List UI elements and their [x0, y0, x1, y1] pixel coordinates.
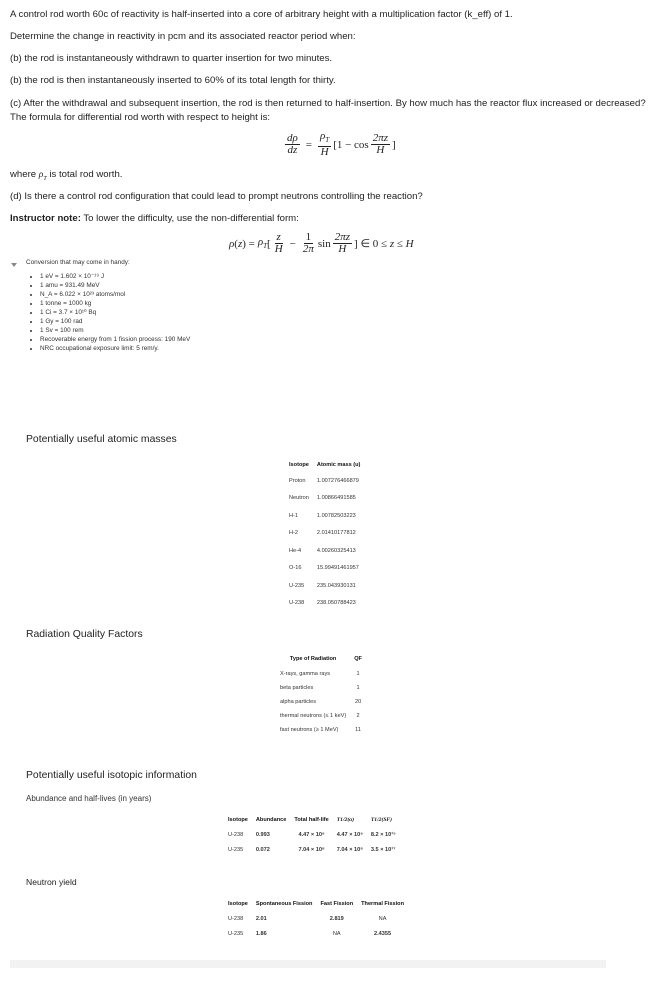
table-cell: 1.00782503223	[316, 512, 356, 519]
table-header-row	[285, 457, 364, 472]
table-cell: beta particles	[280, 685, 314, 691]
table-cell: U-238	[228, 831, 244, 838]
table-cell: 11	[355, 727, 361, 733]
table-cell: 15.99491461957	[316, 565, 359, 572]
table-cell: O-16	[289, 565, 302, 572]
table-row	[285, 542, 364, 560]
list-item: • 1 Sv = 100 rem	[40, 326, 190, 335]
table-cell: H-1	[289, 512, 299, 519]
list-item: • 1 Ci = 3.7 × 10¹⁰ Bq	[40, 308, 190, 317]
table-cell: U-238	[228, 915, 244, 922]
table-cell: 238.050788423	[316, 600, 356, 607]
header-cell: Spontaneous Fission	[255, 901, 313, 907]
table-row	[224, 911, 408, 926]
header-cell: Isotope	[228, 901, 248, 907]
table-cell: fast neutrons (≥ 1 MeV)	[280, 727, 339, 733]
table-row	[224, 926, 408, 941]
differential-formula: $\frac{d\rho}{dz}$ = $\frac{\rho_T}{H}$ [1 − cos $\frac{2\pi z}{H}$ ]	[287, 130, 396, 159]
table-cell: H-2	[289, 530, 299, 537]
table-cell: 2.819	[329, 915, 344, 922]
table-row	[276, 681, 366, 695]
list-item: • Recoverable energy from 1 fission process: 190 MeV	[40, 335, 190, 344]
table-row	[276, 723, 366, 737]
table-cell: thermal neutrons (≤ 1 keV)	[280, 713, 347, 719]
table-cell: 1	[356, 671, 360, 677]
where-line: where $\rho_T$ is total rod worth.	[10, 169, 123, 182]
header-cell: Isotope	[228, 817, 248, 823]
table-cell: 4.47 × 10⁹	[336, 831, 363, 838]
table-row	[224, 842, 400, 857]
isotopic-table	[224, 813, 400, 857]
masses-table	[285, 457, 364, 612]
problem-part-b1: (b) the rod is instantaneously withdrawn to quarter insertion for two minutes.	[10, 53, 333, 64]
table-cell: 4.47 × 10⁹	[298, 831, 325, 838]
table-cell: 20	[354, 699, 362, 705]
table-cell: 2.01	[255, 915, 267, 922]
header-cell: Type of Radiation	[289, 656, 337, 662]
problem-intro: A control rod worth 60c of reactivity is half-inserted into a core of arbitrary height with a multiplication factor (k_eff) of 1.	[10, 9, 513, 20]
table-row	[276, 695, 366, 709]
table-cell: X-rays, gamma rays	[280, 671, 331, 677]
table-cell: 0.072	[255, 846, 270, 853]
table-cell: 2.4355	[374, 930, 392, 937]
table-cell: 1	[356, 685, 360, 691]
table-header-row	[224, 897, 408, 911]
table-row	[276, 667, 366, 681]
table-row	[285, 577, 364, 595]
table-cell: Neutron	[289, 495, 309, 502]
header-cell: Thermal Fission	[361, 901, 405, 907]
list-item: • 1 amu = 931.49 MeV	[40, 281, 190, 290]
table-row	[285, 595, 364, 613]
table-row	[285, 507, 364, 525]
table-row	[285, 525, 364, 543]
table-cell: Proton	[289, 477, 306, 484]
table-cell: 1.86	[255, 930, 267, 937]
table-cell: U-235	[228, 846, 244, 853]
header-cell: Total half-life	[294, 817, 329, 823]
problem-part-d: (d) Is there a control rod configuration that could lead to prompt neutrons controlling the reaction?	[10, 191, 423, 202]
instructor-note: Instructor note: To lower the difficulty, use the non-differential form:	[10, 213, 299, 224]
header-cell: Abundance	[255, 817, 287, 823]
isotopic-heading: Potentially useful isotopic information	[26, 770, 197, 781]
list-item: • NRC occupational exposure limit: 5 rem/y.	[40, 344, 190, 353]
list-item: • 1 Gy = 100 rad	[40, 317, 190, 326]
table-cell: He-4	[289, 547, 302, 554]
table-row	[285, 472, 364, 490]
header-cell: QF	[354, 656, 362, 662]
quality-table	[276, 651, 366, 737]
table-cell: U-235	[228, 930, 244, 937]
table-cell: U-238	[289, 600, 305, 607]
table-row	[285, 560, 364, 578]
table-cell: alpha particles	[280, 699, 317, 705]
problem-part-b2: (b) the rod is then instantaneously inserted to 60% of its total length for thirty.	[10, 75, 336, 86]
table-cell: 8.2 × 10¹⁵	[370, 831, 396, 838]
table-header-row	[276, 651, 366, 667]
table-cell: 7.04 × 10⁸	[298, 846, 325, 853]
table-cell: 2.01410177812	[316, 530, 356, 537]
collapse-caret-icon[interactable]	[11, 263, 17, 267]
header-cell: T1/2(SF)	[370, 817, 393, 823]
table-row	[285, 490, 364, 508]
conversions-list	[26, 272, 190, 353]
table-cell: U-235	[289, 582, 305, 589]
isotopic-subheading: Abundance and half-lives (in years)	[26, 794, 152, 803]
table-cell: 1.007276466879	[316, 477, 359, 484]
list-item: • 1 tonne = 1000 kg	[40, 299, 190, 308]
table-cell: 4.00260325413	[316, 547, 356, 554]
bottom-divider	[10, 960, 606, 968]
table-cell: 7.04 × 10⁸	[336, 846, 363, 853]
conversions-title: Conversion that may come in handy:	[26, 259, 130, 266]
table-cell: 3.5 × 10¹⁷	[370, 846, 396, 853]
problem-determine: Determine the change in reactivity in pcm and its associated reactor period when:	[10, 31, 356, 42]
table-row	[224, 827, 400, 842]
quality-heading: Radiation Quality Factors	[26, 629, 143, 640]
list-item: • 1 eV = 1.602 × 10⁻¹⁹ J	[40, 272, 190, 281]
integral-formula: ρ ( z ) = $\rho_T$ [ $\frac{z}{H}$ − $\frac{1}{2\pi}$ sin $\frac{2\pi z}{H}$ ] ∈ 0 ≤ z ≤ H	[229, 231, 414, 255]
table-header-row	[224, 813, 400, 827]
header-cell: T1/2(α)	[336, 817, 355, 823]
table-cell: NA	[378, 915, 387, 922]
table-cell: 1.00866491585	[316, 495, 356, 502]
table-cell: 0.993	[255, 831, 270, 838]
yield-table	[224, 897, 408, 941]
header-cell: Atomic mass (u)	[316, 461, 361, 468]
yield-heading: Neutron yield	[26, 877, 77, 887]
table-cell: NA	[332, 930, 341, 937]
list-item: • N_A = 6.022 × 10²³ atoms/mol	[40, 290, 190, 299]
problem-part-c: (c) After the withdrawal and subsequent insertion, the rod is then returned to half-insertion. By how much has the reactor flux increased or decreased? The formula for differential rod worth with respect to height is:	[10, 98, 646, 123]
table-row	[276, 709, 366, 723]
header-cell: Fast Fission	[320, 901, 354, 907]
table-cell: 235.043930131	[316, 582, 356, 589]
table-cell: 2	[356, 713, 360, 719]
masses-heading: Potentially useful atomic masses	[26, 434, 177, 445]
header-cell: Isotope	[289, 461, 309, 468]
